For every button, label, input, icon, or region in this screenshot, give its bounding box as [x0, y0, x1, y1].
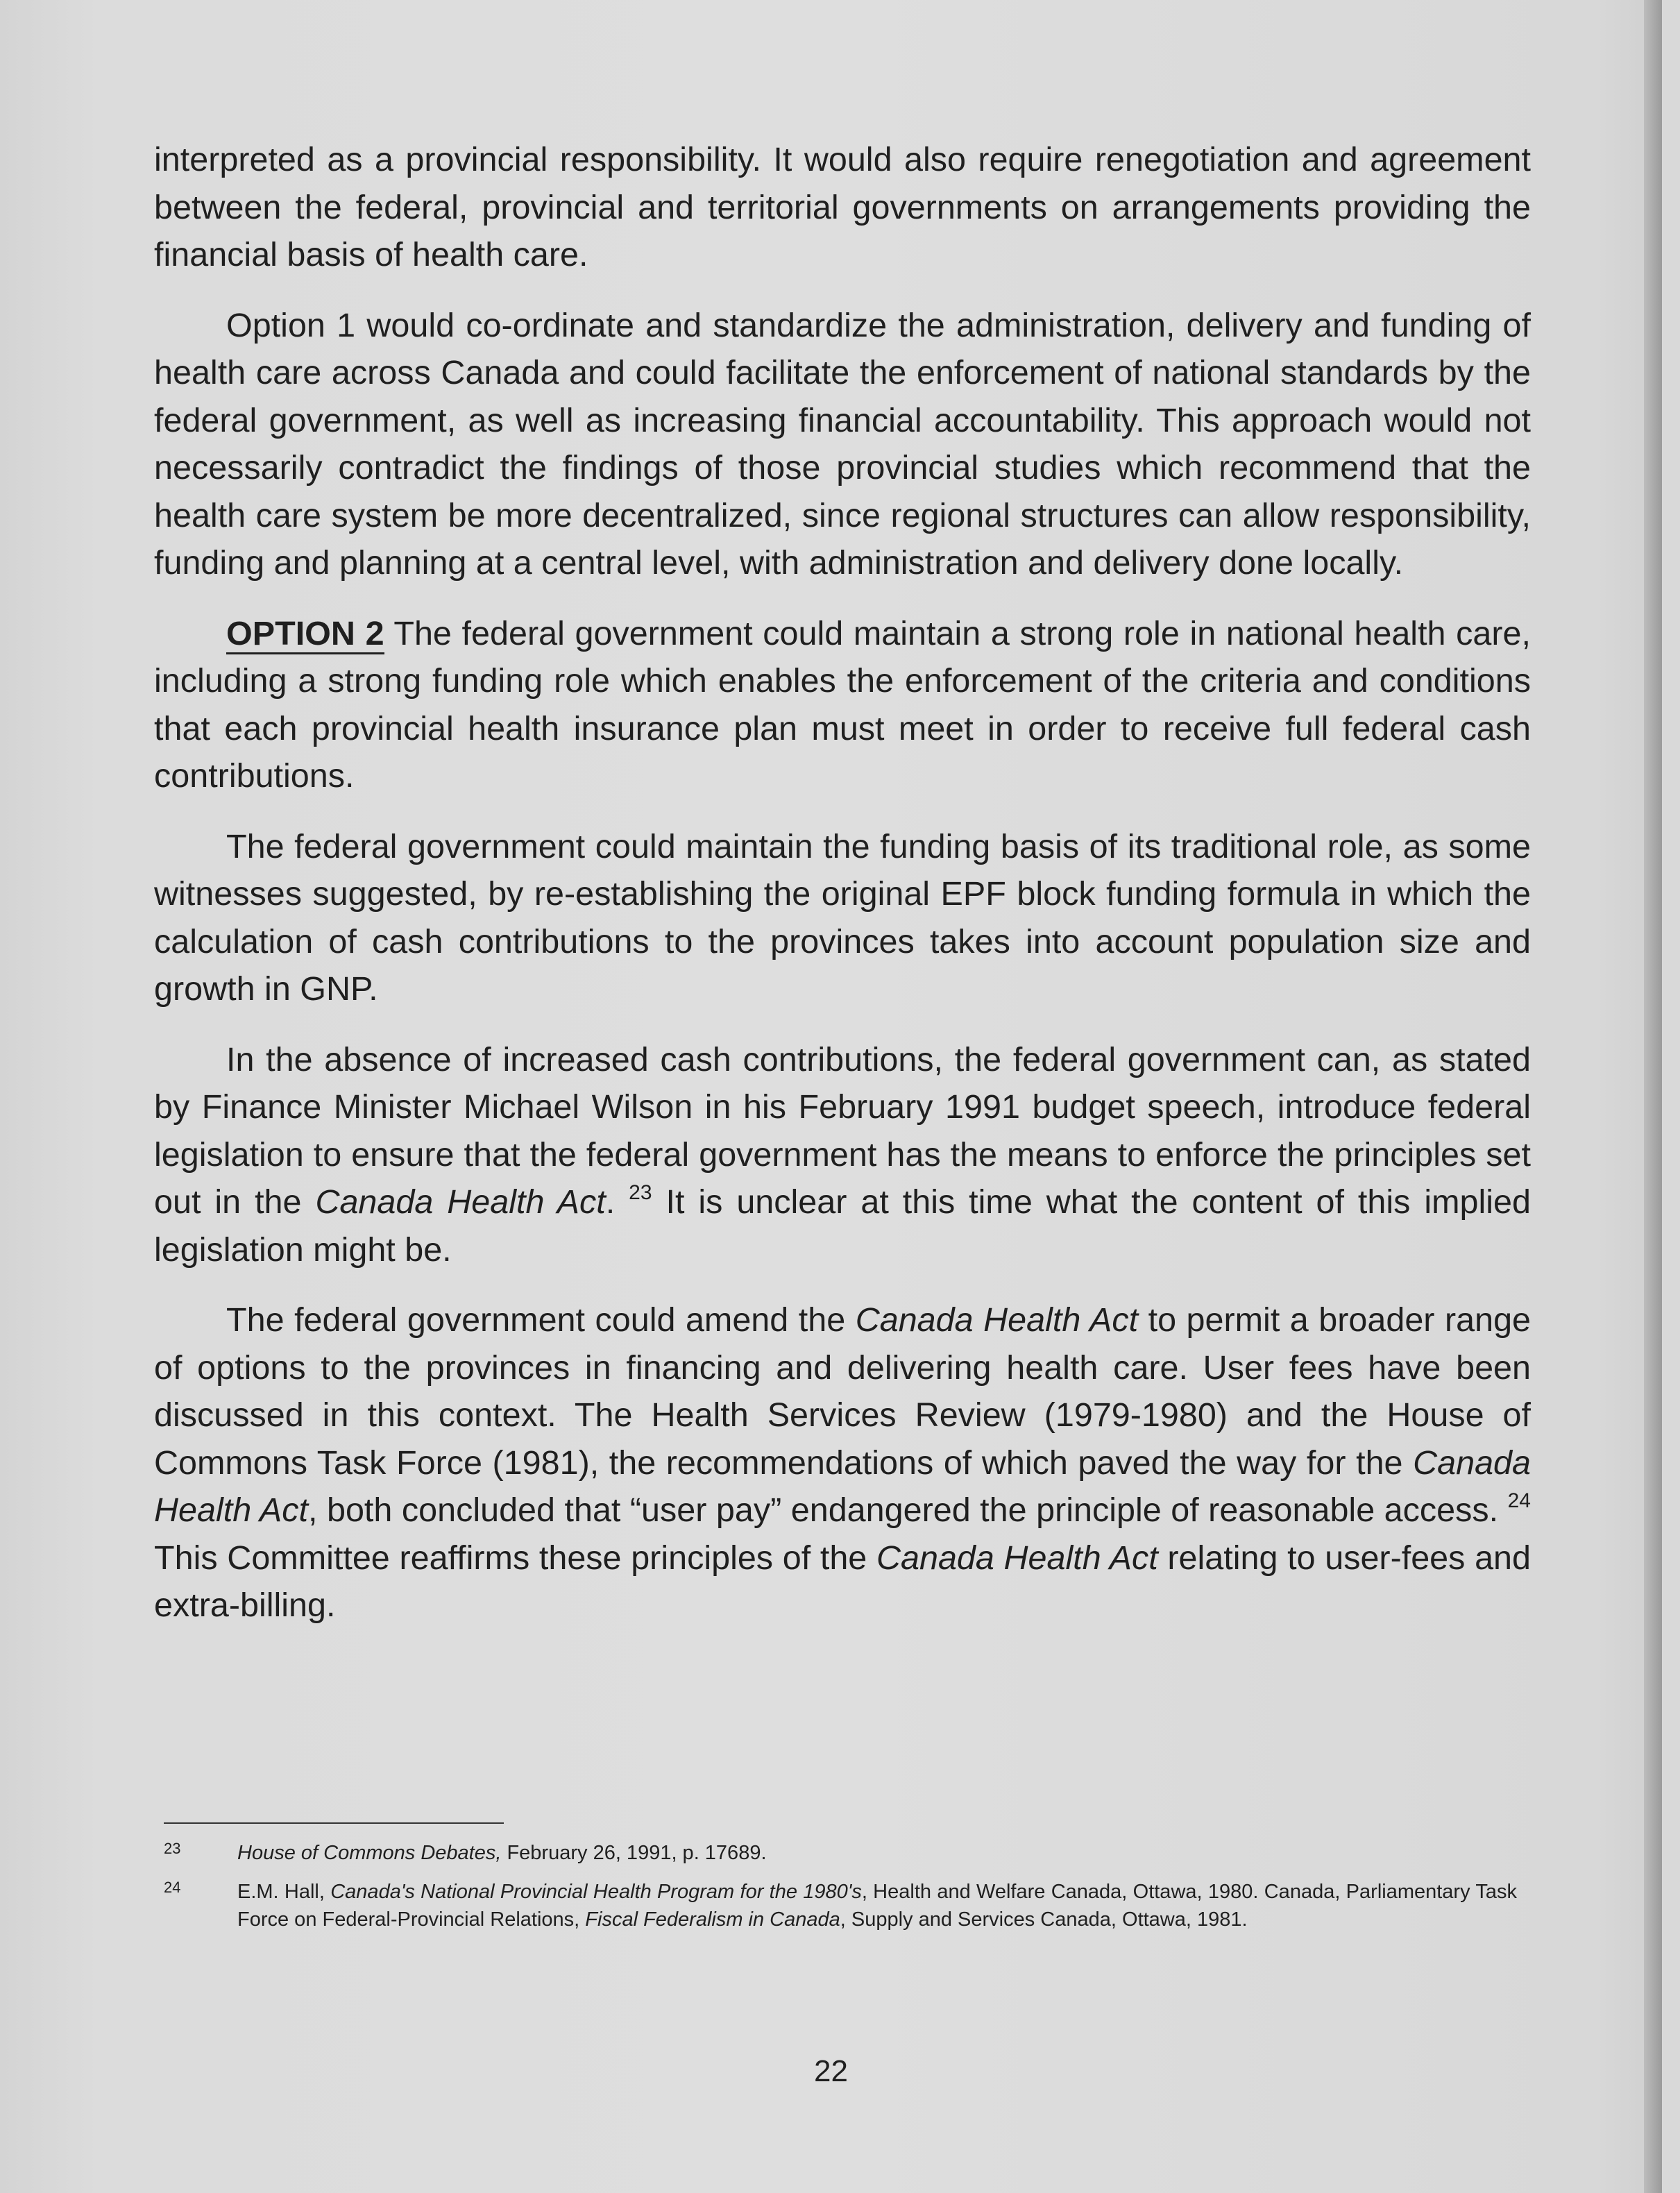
act-title: Canada Health Act — [876, 1539, 1158, 1577]
text-run: In the absence of increased cash contributions, the federal government can, as stated by Finance Minister Michael Wilson in his February 1991 budget speech, introduce federal legislation to ensure that the federal government has the means to enforce the principles set out in the — [154, 1040, 1531, 1221]
footnote-24 — [164, 1878, 1517, 1933]
text-run: E.M. Hall, — [237, 1881, 331, 1903]
footnote-number: 23 — [164, 1840, 181, 1857]
option-2-heading: OPTION 2 — [226, 615, 384, 654]
act-title: Canada Health Act — [154, 1443, 1531, 1529]
footnote-divider — [164, 1822, 504, 1824]
paragraph-option-2 — [154, 610, 1531, 800]
option-2-text: The federal government could maintain a strong role in national health care, including a strong funding role which enables the enforcement of the criteria and conditions that each provincial health insurance plan must meet in order to receive full federal cash contributions. — [154, 614, 1531, 795]
text-run: relating to user-fees and extra-billing. — [154, 1539, 1531, 1624]
source-title: Fiscal Federalism in Canada — [585, 1908, 840, 1931]
footnote-ref-24: 24 — [1507, 1489, 1531, 1512]
text-run: This Committee reaffirms these principles of the — [154, 1539, 876, 1577]
footnote-ref-23: 23 — [629, 1181, 652, 1204]
text-run: . — [605, 1183, 629, 1221]
page-edge-shadow — [1644, 0, 1662, 2193]
text-run: , both concluded that “user pay” endangered the principle of reasonable access. — [307, 1491, 1508, 1529]
text-run: It is unclear at this time what the content of this implied legislation might be. — [154, 1183, 1531, 1269]
text-run: to permit a broader range of options to the provinces in financing and delivering health care. User fees have been discussed in this context. The Health Services Review (1979-1980) and the House of Commons Task Force (1981), the recommendations of which paved the way for the — [154, 1301, 1531, 1482]
footnote-23 — [164, 1839, 1517, 1867]
text-run: , Health and Welfare Canada, Ottawa, 1980. Canada, Parliamentary Task Force on Federal-Provincial Relations, — [237, 1881, 1517, 1931]
body-text — [154, 136, 1531, 1652]
paragraph-amend-act — [154, 1296, 1531, 1629]
footnotes — [164, 1839, 1517, 1945]
paragraph-1: interpreted as a provincial responsibility. It would also require renegotiation and agreement between the federal, provincial and territorial governments on arrangements providing the financial basis of health care. — [154, 141, 1531, 273]
paragraph-funding-basis: The federal government could maintain the funding basis of its traditional role, as some witnesses suggested, by re-establishing the original EPF block funding formula in which the calculation of cash contributions to the provinces takes into account population size and growth in GNP. — [154, 827, 1531, 1008]
text-run: , Supply and Services Canada, Ottawa, 1981. — [840, 1908, 1248, 1931]
source-title: Canada's National Provincial Health Program for the 1980's — [330, 1881, 862, 1903]
text-run: February 26, 1991, p. 17689. — [501, 1842, 767, 1864]
footnote-number: 24 — [164, 1879, 181, 1896]
act-title: Canada Health Act — [855, 1301, 1139, 1339]
paragraph-legislation — [154, 1036, 1531, 1274]
paragraph-option-1: Option 1 would co-ordinate and standardize the administration, delivery and funding of health care across Canada and could facilitate the enforcement of national standards by the federal government, as well as increasing financial accountability. This approach would not necessarily contradict the findings of those provincial studies which recommend that the health care system be more decentralized, since regional structures can allow responsibility, funding and planning at a central level, with administration and delivery done locally. — [154, 306, 1531, 582]
text-run: The federal government could amend the — [226, 1301, 856, 1339]
source-title: House of Commons Debates, — [237, 1842, 502, 1864]
act-title: Canada Health Act — [315, 1183, 606, 1221]
page-number: 22 — [814, 2054, 848, 2088]
